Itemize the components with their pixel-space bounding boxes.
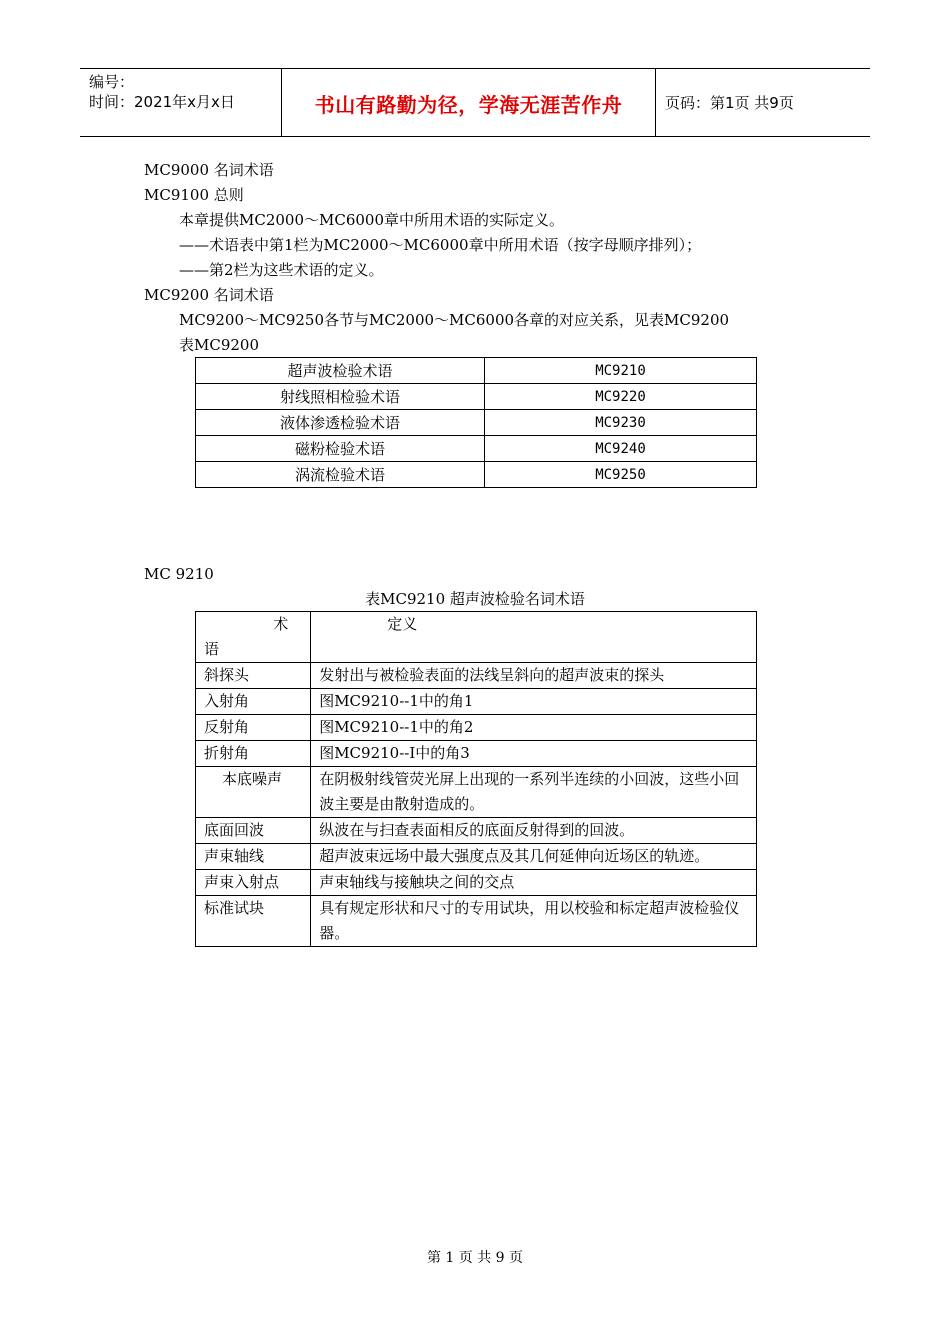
term-cell: 入射角	[196, 689, 311, 715]
table-row	[196, 767, 757, 818]
term-cell: 本底噪声	[196, 767, 311, 818]
def-cell: 图MC9210--1中的角2	[311, 715, 757, 741]
term-cell: 声束轴线	[196, 844, 311, 870]
def-cell: 图MC9210--1中的角1	[311, 689, 757, 715]
def-cell: 在阴极射线管荧光屏上出现的一系列半连续的小回波，这些小回波主要是由散射造成的。	[311, 767, 757, 818]
table-mc9200	[195, 357, 757, 488]
table-row	[196, 715, 757, 741]
term-cell: 底面回波	[196, 818, 311, 844]
header-term-cell	[196, 612, 311, 663]
header-def-cell	[311, 612, 757, 663]
header-term-line1: 术	[273, 615, 289, 633]
code-cell: MC9230	[485, 410, 757, 436]
table-row	[196, 818, 757, 844]
def-cell: 图MC9210--I中的角3	[311, 741, 757, 767]
heading-mc9100: MC9100 总则	[144, 186, 244, 204]
table-row	[196, 384, 757, 410]
page-footer: 第 1 页 共 9 页	[426, 1250, 524, 1266]
serial-label: 编号：	[89, 73, 135, 91]
page-header	[80, 68, 870, 137]
table-row	[196, 663, 757, 689]
table-header-row	[196, 612, 757, 663]
table-row	[196, 436, 757, 462]
term-cell: 标准试块	[196, 896, 311, 947]
term-cell: 液体渗透检验术语	[196, 410, 485, 436]
header-motto: 书山有路勤为径，学海无涯苦作舟	[314, 93, 623, 117]
table-row	[196, 462, 757, 488]
table-row	[196, 689, 757, 715]
header-meta	[89, 72, 235, 112]
paragraph: ——第2栏为这些术语的定义。	[179, 261, 384, 279]
code-cell: MC9250	[485, 462, 757, 488]
code-cell: MC9220	[485, 384, 757, 410]
code-cell: MC9210	[485, 358, 757, 384]
paragraph: 本章提供MC2000～MC6000章中所用术语的实际定义。	[179, 211, 565, 229]
table-row	[196, 896, 757, 947]
def-cell: 纵波在与扫查表面相反的底面反射得到的回波。	[311, 818, 757, 844]
time-label: 时间：2021年x月x日	[89, 93, 235, 111]
term-cell: 涡流检验术语	[196, 462, 485, 488]
header-page-label: 页码：第1页 共9页	[665, 94, 794, 112]
header-divider	[655, 69, 656, 136]
term-cell: 折射角	[196, 741, 311, 767]
table-row	[196, 844, 757, 870]
table-row	[196, 358, 757, 384]
header-def-label: 定义	[387, 615, 418, 633]
term-cell: 反射角	[196, 715, 311, 741]
table-mc9210	[195, 611, 757, 947]
table-row	[196, 741, 757, 767]
def-cell: 具有规定形状和尺寸的专用试块，用以校验和标定超声波检验仪器。	[311, 896, 757, 947]
section-mc9210: MC 9210	[144, 565, 214, 583]
table-row	[196, 410, 757, 436]
def-cell: 超声波束远场中最大强度点及其几何延伸向近场区的轨迹。	[311, 844, 757, 870]
def-cell: 发射出与被检验表面的法线呈斜向的超声波束的探头	[311, 663, 757, 689]
code-cell: MC9240	[485, 436, 757, 462]
term-cell: 斜探头	[196, 663, 311, 689]
paragraph: MC9200～MC9250各节与MC2000～MC6000各章的对应关系，见表MC9200	[179, 311, 730, 329]
paragraph: ——术语表中第1栏为MC2000～MC6000章中所用术语（按字母顺序排列）；	[179, 236, 702, 254]
heading-mc9200: MC9200 名词术语	[144, 286, 274, 304]
term-cell: 射线照相检验术语	[196, 384, 485, 410]
table-row	[196, 870, 757, 896]
heading-mc9000: MC9000 名词术语	[144, 161, 274, 179]
def-cell: 声束轴线与接触块之间的交点	[311, 870, 757, 896]
table2-caption: 表MC9210 超声波检验名词术语	[365, 590, 585, 608]
table1-caption: 表MC9200	[179, 336, 260, 354]
term-cell: 超声波检验术语	[196, 358, 485, 384]
header-term-line2: 语	[204, 640, 220, 658]
term-cell: 声束入射点	[196, 870, 311, 896]
term-cell: 磁粉检验术语	[196, 436, 485, 462]
